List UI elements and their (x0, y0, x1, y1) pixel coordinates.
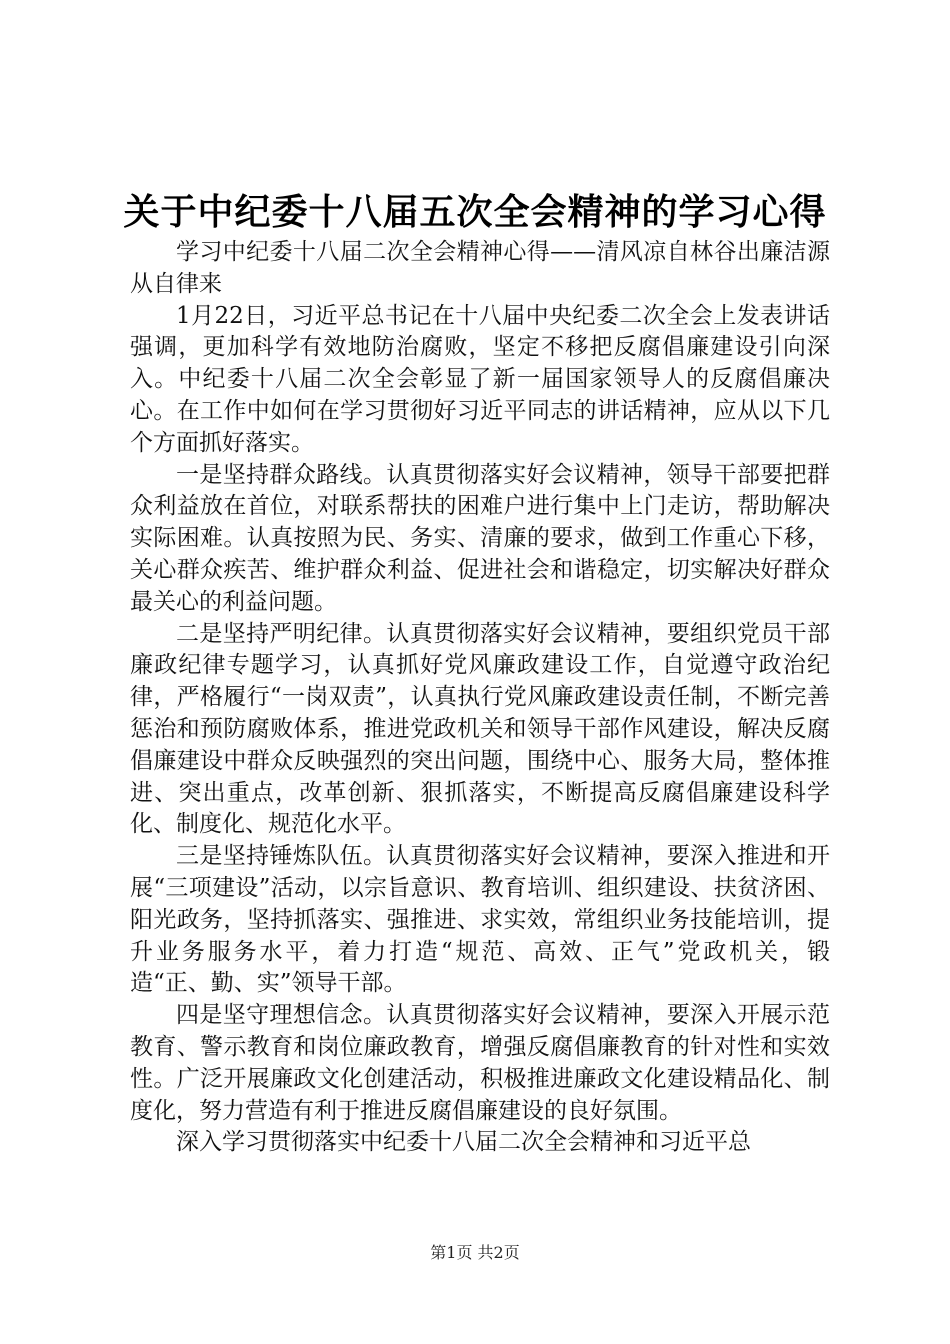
paragraph-point-three: 三是坚持锤炼队伍。认真贯彻落实好会议精神，要深入推进和开展“三项建设”活动，以宗旨意识、教育培训、组织建设、扶贫济困、阳光政务，坚持抓落实、强推进、求实效，常组织业务技能培训，提升业务服务水平，着力打造“规范、高效、正气”党政机关，锻造“正、勤、实”领导干部。 (130, 843, 830, 997)
paragraph-intro: 1月22日，习近平总书记在十八届中央纪委二次全会上发表讲话强调，更加科学有效地防治腐败，坚定不移把反腐倡廉建设引向深入。中纪委十八届二次全会彰显了新一届国家领导人的反腐倡廉决心。在工作中如何在学习贯彻好习近平同志的讲话精神，应从以下几个方面抓好落实。 (130, 302, 830, 456)
page-number-footer: 第1页 共2页 (430, 1243, 520, 1262)
paragraph-point-two: 二是坚持严明纪律。认真贯彻落实好会议精神，要组织党员干部廉政纪律专题学习，认真抓好党风廉政建设工作，自觉遵守政治纪律，严格履行“一岗双责”，认真执行党风廉政建设责任制，不断完善惩治和预防腐败体系，推进党政机关和领导干部作风建设，解决反腐倡廉建设中群众反映强烈的突出问题，围绕中心、服务大局，整体推进、突出重点，改革创新、狠抓落实，不断提高反腐倡廉建设科学化、制度化、规范化水平。 (130, 620, 830, 838)
paragraph-point-one: 一是坚持群众路线。认真贯彻落实好会议精神，领导干部要把群众利益放在首位，对联系帮扶的困难户进行集中上门走访，帮助解决实际困难。认真按照为民、务实、清廉的要求，做到工作重心下移，关心群众疾苦、维护群众利益、促进社会和谐稳定，切实解决好群众最关心的利益问题。 (130, 461, 830, 615)
paragraph-subtitle: 学习中纪委十八届二次全会精神心得——清风凉自林谷出廉洁源从自律来 (130, 239, 830, 297)
paragraph-conclusion: 深入学习贯彻落实中纪委十八届二次全会精神和习近平总 (176, 1129, 751, 1156)
paragraph-point-four: 四是坚守理想信念。认真贯彻落实好会议精神，要深入开展示范教育、警示教育和岗位廉政教育，增强反腐倡廉教育的针对性和实效性。广泛开展廉政文化创建活动，积极推进廉政文化建设精品化、制度化，努力营造有利于推进反腐倡廉建设的良好氛围。 (130, 1002, 830, 1124)
document-title: 关于中纪委十八届五次全会精神的学习心得 (123, 191, 827, 233)
document-body (130, 237, 830, 1159)
